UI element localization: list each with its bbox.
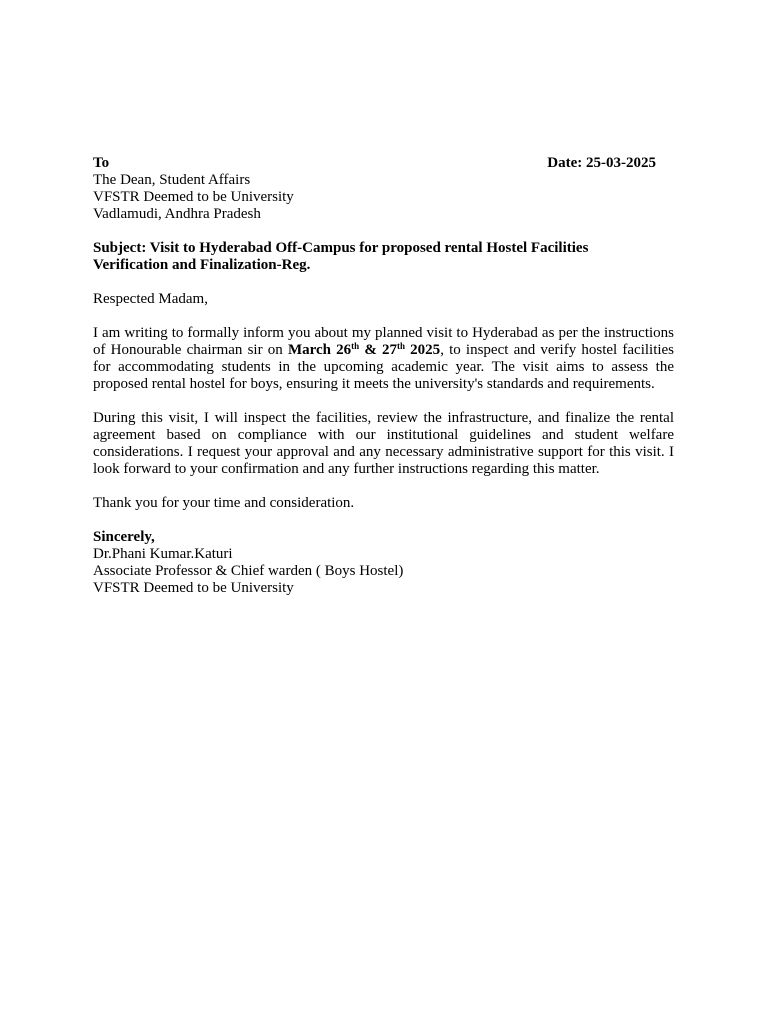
signatory-institution: VFSTR Deemed to be University [93, 580, 294, 596]
ordinal-suffix: th [351, 341, 360, 351]
closing: Sincerely, [93, 529, 155, 545]
recipient-line: VFSTR Deemed to be University [93, 189, 294, 205]
signatory-name: Dr.Phani Kumar.Katuri [93, 546, 233, 562]
visit-date-month: March 26 [287, 342, 352, 358]
paragraph-1 [93, 325, 674, 393]
paragraph-1-tail: , to inspect and verify hostel facilities for accommodating students in the upcoming academic year. The visit aims to assess the proposed rental hostel for boys, ensuring it meets the university's standards and requirements. [93, 342, 675, 392]
to-label: To [93, 155, 110, 171]
subject-line: Subject: Visit to Hyderabad Off-Campus for proposed rental Hostel Facilities [93, 240, 589, 256]
letter-date: Date: 25-03-2025 [547, 155, 656, 171]
signatory-block [93, 546, 674, 597]
letter-body [93, 155, 674, 597]
to-date-row [93, 155, 674, 172]
paragraph-1-lead: I am writing to formally inform you about my planned visit to Hyderabad as per the instructions of Honourable chairman sir on [93, 325, 674, 358]
visit-dates [288, 342, 440, 358]
subject [93, 240, 674, 274]
recipient-line: The Dean, Student Affairs [93, 172, 251, 188]
thanks-line: Thank you for your time and consideration. [93, 495, 355, 511]
salutation: Respected Madam, [93, 291, 208, 307]
visit-date-second: & 27 [359, 342, 397, 358]
recipient-line: Vadlamudi, Andhra Pradesh [93, 206, 261, 222]
visit-year: 2025 [405, 342, 441, 358]
subject-line: Verification and Finalization-Reg. [93, 257, 311, 273]
paragraph-2: During this visit, I will inspect the facilities, review the infrastructure, and finalize the rental agreement based on compliance with our institutional guidelines and student welfare considerations. I request your approval and any necessary administrative support for this visit. I look forward to your confirmation and any further instructions regarding this matter. [93, 410, 674, 477]
ordinal-suffix: th [397, 341, 406, 351]
signatory-title: Associate Professor & Chief warden ( Boys Hostel) [93, 563, 404, 579]
recipient-block [93, 172, 674, 223]
